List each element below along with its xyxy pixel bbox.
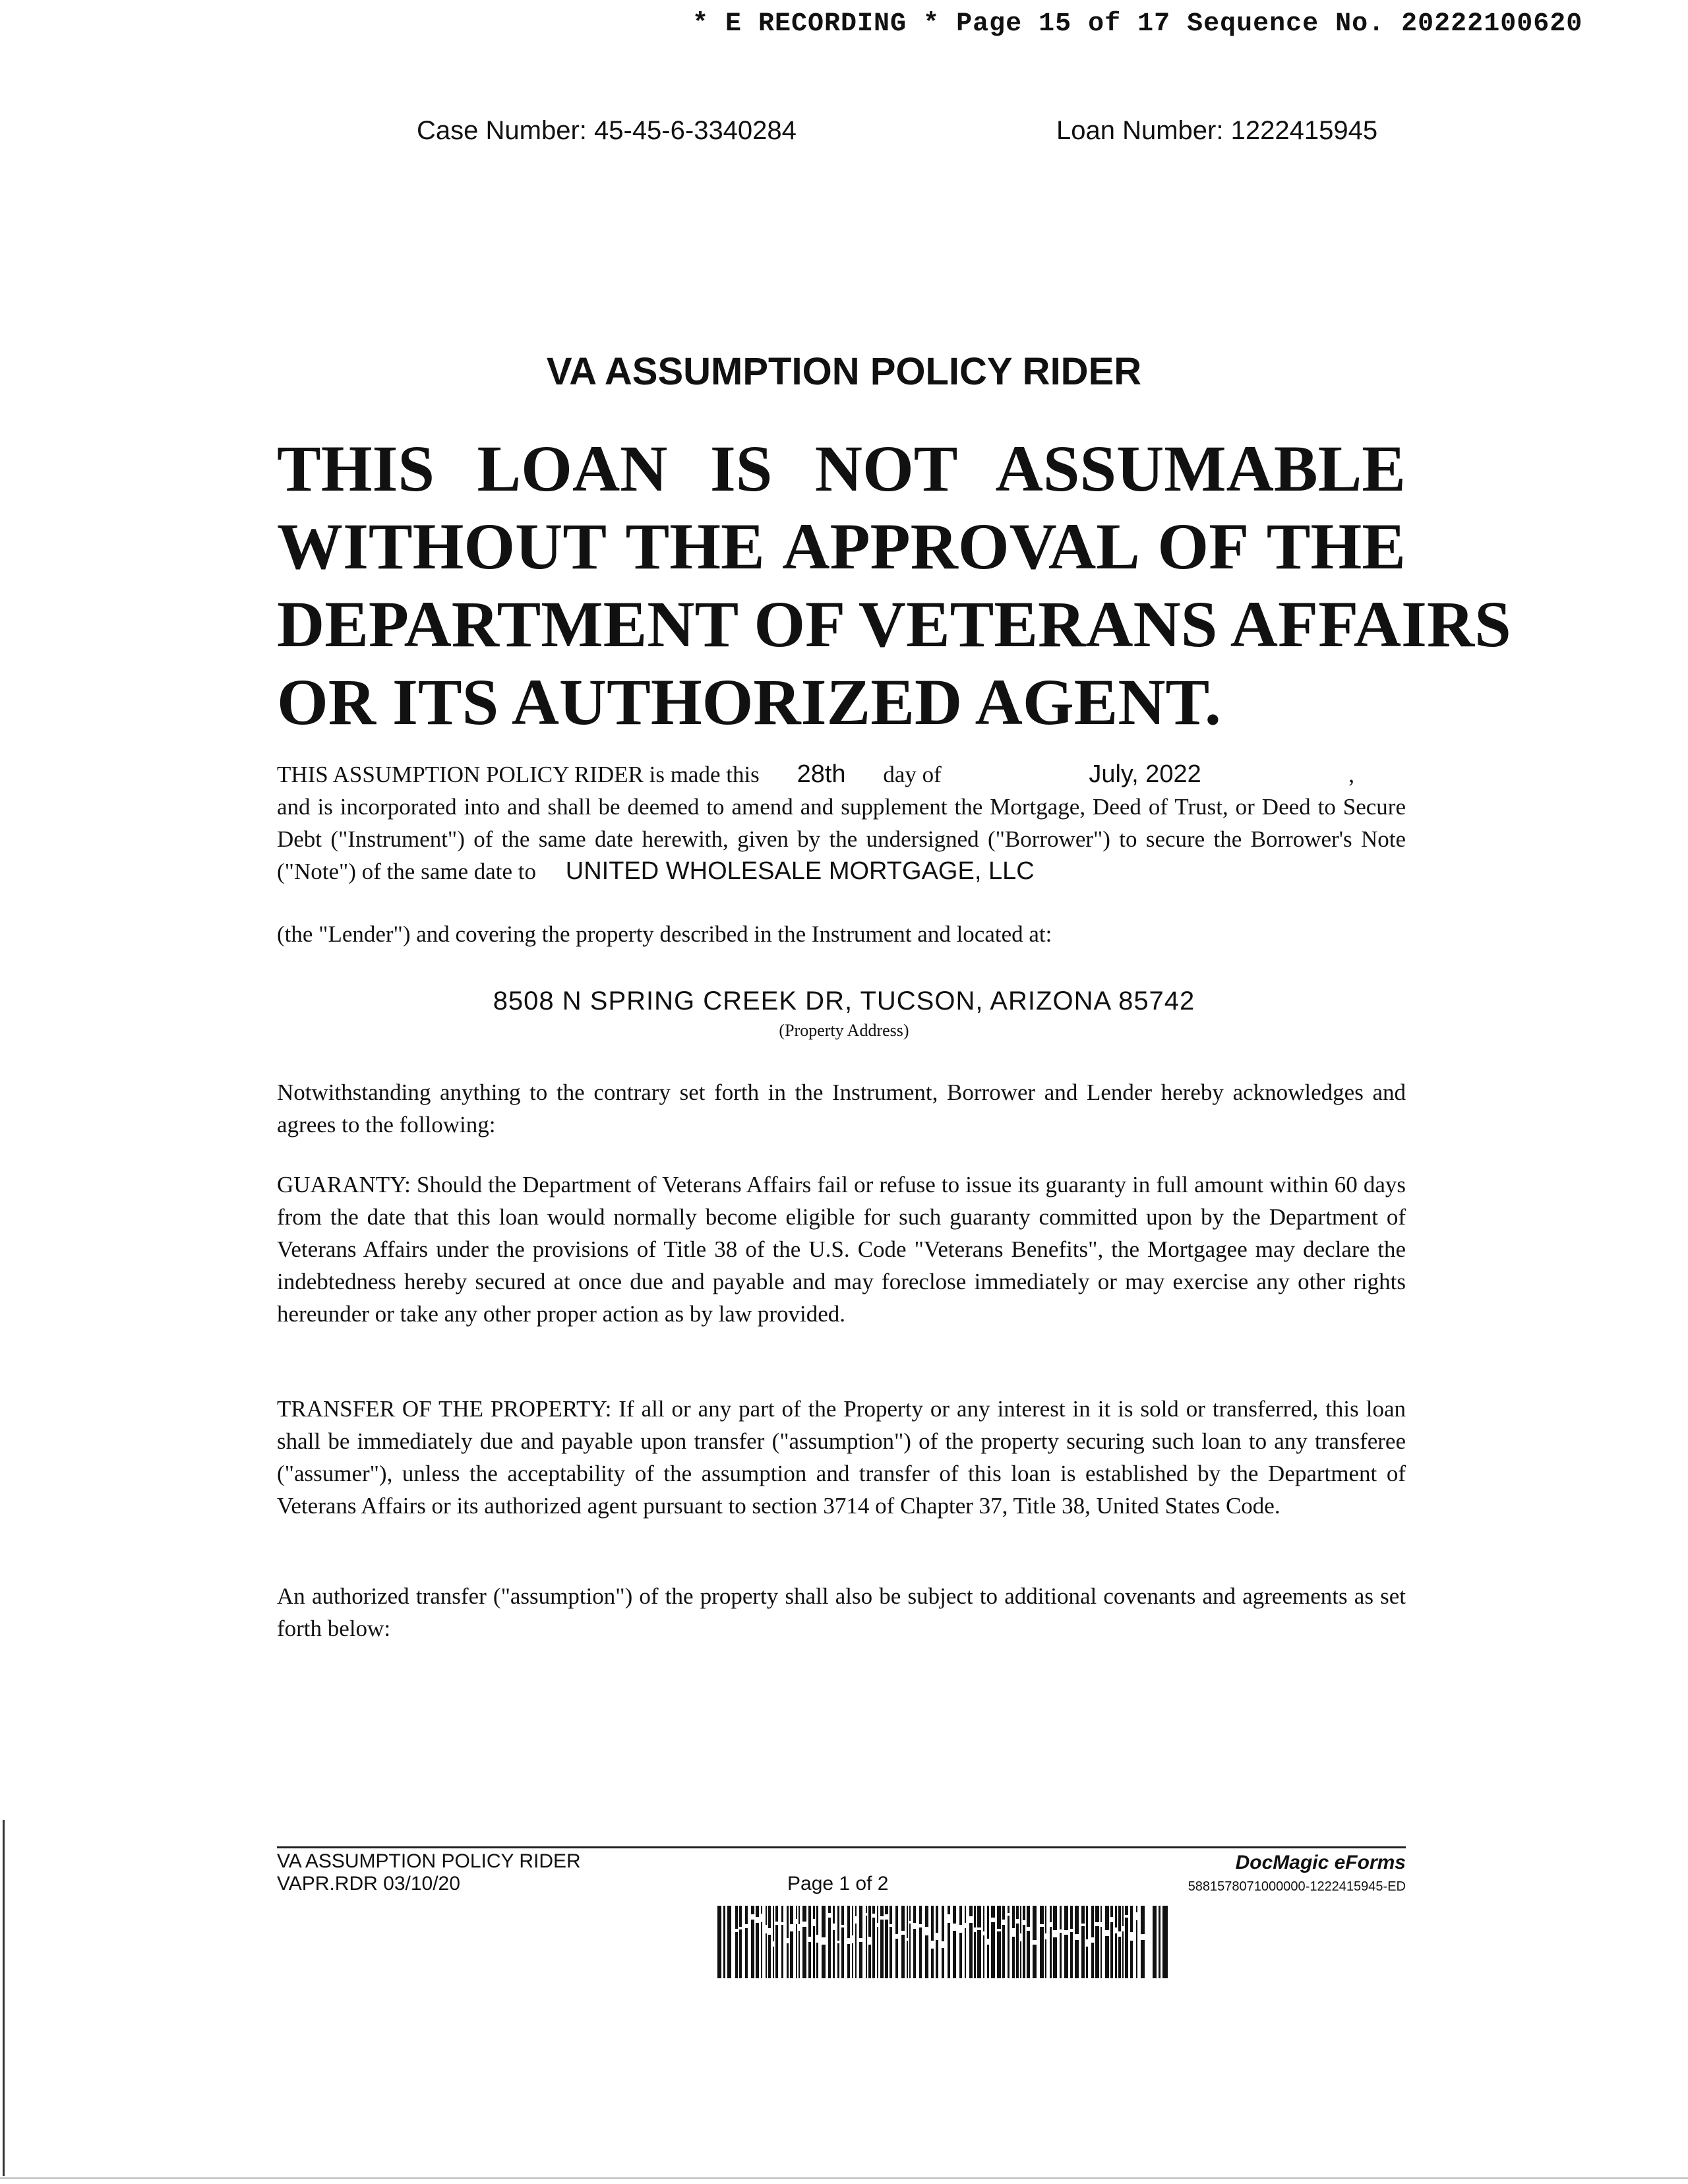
footer-divider bbox=[277, 1846, 1406, 1848]
loan-number-label: Loan Number: bbox=[1056, 116, 1224, 145]
loan-number-value: 1222415945 bbox=[1230, 116, 1378, 145]
guaranty-paragraph: GUARANTY: Should the Department of Veterans Affairs fail or refuse to issue its guaranty in full amount within 60 days from the date that this loan would normally become eligible for such guaranty committed upon by the Department of Veterans Affairs under the provisions of Title 38 of the U.S. Code "Veterans Benefits", the Mortgagee may declare the indebtedness hereby secured at once due and payable and may foreclose immediately or may exercise any other rights hereunder or take any other proper action as by law provided. bbox=[277, 1172, 1406, 1327]
warning-line: OR ITS AUTHORIZED AGENT. bbox=[277, 665, 1221, 739]
intro-body: and is incorporated into and shall be deemed to amend and supplement the Mortgage, Deed of Trust, or Deed to Secure Debt ("Instrument") of the same date herewith, given by the undersigned ("Borrower") to secure the Borrower's Note ("Note") of the same date to bbox=[277, 794, 1406, 884]
footer-document-id: 5881578071000000-1222415945-ED bbox=[1188, 1879, 1406, 1894]
case-number bbox=[417, 116, 797, 146]
transfer-paragraph: TRANSFER OF THE PROPERTY: If all or any part of the Property or any interest in it is sold or transferred, this loan shall be immediately due and payable upon transfer ("assumption") of the property securing such loan to any transferee ("assumer"), unless the acceptability of the assumption and transfer of this loan is established by the Department of Veterans Affairs or its authorized agent pursuant to section 3714 of Chapter 37, Title 38, United States Code. bbox=[277, 1396, 1406, 1519]
warning-line: WITHOUT THE APPROVAL OF THE bbox=[277, 510, 1406, 583]
rider-title: VA ASSUMPTION POLICY RIDER bbox=[546, 350, 1142, 393]
case-number-value: 45-45-6-3340284 bbox=[594, 116, 797, 145]
intro-lead: THIS ASSUMPTION POLICY RIDER is made this bbox=[277, 762, 760, 787]
lender-name-field: UNITED WHOLESALE MORTGAGE, LLC bbox=[565, 857, 1035, 885]
property-address: 8508 N SPRING CREEK DR, TUCSON, ARIZONA 85742 bbox=[493, 986, 1195, 1016]
lender-property-line: (the "Lender") and covering the property described in the Instrument and located at: bbox=[277, 921, 1052, 947]
authorized-transfer-paragraph: An authorized transfer ("assumption") of the property shall also be subject to additional covenants and agreements as set forth below: bbox=[277, 1583, 1406, 1641]
day-field: 28th bbox=[797, 760, 846, 788]
case-number-label: Case Number: bbox=[417, 116, 587, 145]
scan-margin-line bbox=[3, 1820, 5, 2176]
recording-header: * E RECORDING * Page 15 of 17 Sequence No. 20222100620 bbox=[692, 9, 1583, 39]
footer-page-number: Page 1 of 2 bbox=[787, 1873, 889, 1895]
intro-paragraph bbox=[277, 758, 1406, 888]
intro-day-of: day of bbox=[883, 762, 942, 787]
footer-form-code: VAPR.RDR 03/10/20 bbox=[277, 1873, 460, 1895]
assumability-warning bbox=[277, 430, 1511, 741]
warning-line: THIS LOAN IS NOT ASSUMABLE bbox=[277, 432, 1406, 505]
barcode-icon bbox=[717, 1906, 1176, 1978]
month-year-field: July, 2022 bbox=[1089, 760, 1201, 788]
warning-line: DEPARTMENT OF VETERANS AFFAIRS bbox=[277, 588, 1511, 661]
property-address-caption: (Property Address) bbox=[779, 1021, 909, 1040]
scan-bottom-edge bbox=[0, 2177, 1688, 2179]
intro-comma: , bbox=[1348, 762, 1355, 787]
loan-number bbox=[1056, 116, 1377, 146]
docmagic-logo: DocMagic eForms bbox=[1235, 1852, 1406, 1873]
notwithstanding-paragraph: Notwithstanding anything to the contrary set forth in the Instrument, Borrower and Lender hereby acknowledges and agrees to the following: bbox=[277, 1079, 1406, 1138]
footer-form-title: VA ASSUMPTION POLICY RIDER bbox=[277, 1850, 581, 1872]
